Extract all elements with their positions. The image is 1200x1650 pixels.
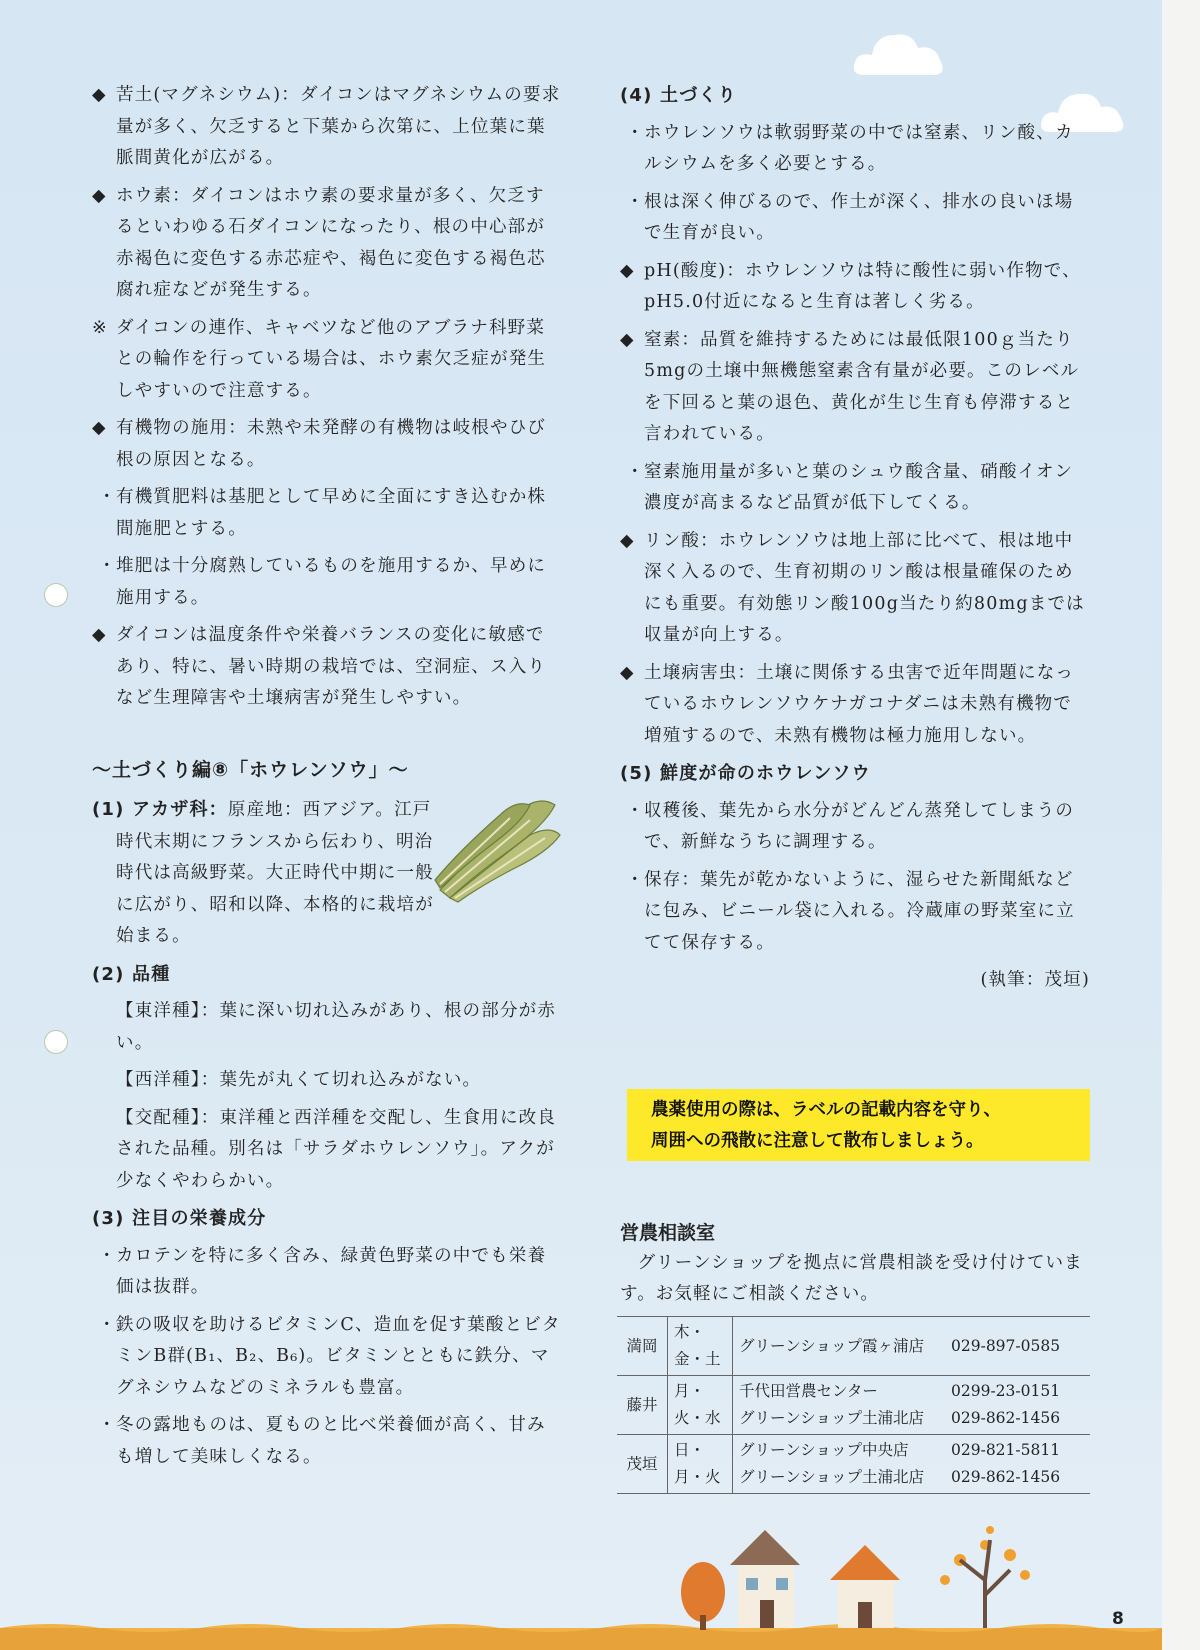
daikon-note-item bbox=[92, 80, 562, 175]
variety-item: 【西洋種】：葉先が丸くて切れ込みがない。 bbox=[116, 1070, 482, 1090]
notice-line-1: 農薬使用の際は、ラベルの記載内容を守り、 bbox=[651, 1100, 1001, 1120]
consult-tels bbox=[945, 1317, 1090, 1376]
nutrient-text: 鉄の吸収を助けるビタミンC、造血を促す葉酸とビタミンB群(B₁、B₂、B₆)。ビタミンとともに鉄分、マグネシウムなどのミネラルも豊富。 bbox=[116, 1314, 561, 1398]
left-column bbox=[92, 80, 562, 1479]
freshness-text: 保存：葉先が乾かないように、湿らせた新聞紙などに包み、ビニール袋に入れる。冷蔵庫の野菜室に立てて保存する。 bbox=[644, 869, 1075, 953]
staff-name: 茂垣 bbox=[617, 1435, 668, 1494]
soil-text: ホウレンソウは軟弱野菜の中では窒素、リン酸、カルシウムを多く必要とする。 bbox=[644, 122, 1074, 174]
shop-name: グリーンショップ中央店 bbox=[739, 1441, 909, 1459]
bullet-mark: ・ bbox=[98, 1415, 117, 1435]
daikon-note-item bbox=[92, 413, 562, 476]
scan-edge bbox=[1162, 0, 1200, 1650]
nutrient-item bbox=[92, 1241, 562, 1304]
binder-hole bbox=[44, 583, 68, 607]
nutrient-text: 冬の露地ものは、夏ものと比べ栄養価が高く、甘みも増して美味しくなる。 bbox=[116, 1415, 546, 1467]
daikon-note-text: 有機物の施用：未熟や未発酵の有機物は岐根やひび根の原因となる。 bbox=[116, 418, 547, 470]
consult-shops bbox=[733, 1376, 946, 1435]
phone-number: 029-862-1456 bbox=[951, 1409, 1061, 1427]
phone-number: 0299-23-0151 bbox=[951, 1382, 1061, 1400]
section-4-heading: (4) 土づくり bbox=[620, 85, 737, 106]
soil-item bbox=[620, 457, 1090, 520]
soil-item bbox=[620, 118, 1090, 181]
daikon-note-item bbox=[92, 620, 562, 715]
bullet-mark: ◆ bbox=[620, 329, 635, 350]
right-column bbox=[620, 80, 1090, 997]
consult-row bbox=[617, 1376, 1090, 1435]
bullet-mark: ※ bbox=[92, 317, 108, 338]
bullet-mark: ・ bbox=[98, 1314, 117, 1335]
daikon-note-item bbox=[92, 313, 562, 408]
daikon-note-text: ダイコンの連作、キャベツなど他のアブラナ科野菜との輪作を行っている場合は、ホウ素欠乏症が発生しやすいので注意する。 bbox=[116, 317, 547, 401]
cloud-icon bbox=[850, 20, 950, 80]
bullet-mark: ・ bbox=[98, 487, 117, 507]
consult-row bbox=[617, 1317, 1090, 1376]
consult-shops bbox=[733, 1435, 946, 1494]
bullet-mark: ・ bbox=[626, 800, 645, 821]
bullet-mark: ・ bbox=[626, 869, 645, 890]
shop-name: グリーンショップ霞ヶ浦店 bbox=[739, 1336, 924, 1355]
soil-item bbox=[620, 325, 1090, 451]
daikon-note-text: 苦土(マグネシウム)：ダイコンはマグネシウムの要求量が多く、欠乏すると下葉から次第に、上位葉に葉脈間黄化が広がる。 bbox=[116, 85, 561, 168]
variety-item: 【交配種】：東洋種と西洋種を交配し、生食用に改良された品種。別名は「サラダホウレンソウ」。アクが少なくやわらかい。 bbox=[116, 1107, 557, 1191]
soil-item bbox=[620, 187, 1090, 250]
nutrient-item bbox=[92, 1410, 562, 1473]
bullet-mark: ◆ bbox=[620, 260, 635, 281]
daikon-note-item bbox=[92, 551, 562, 614]
consult-shops bbox=[733, 1317, 946, 1376]
page-number: 8 bbox=[1112, 1609, 1124, 1629]
bullet-mark: ・ bbox=[98, 556, 117, 576]
consult-text: グリーンショップを拠点に営農相談を受け付けています。お気軽にご相談ください。 bbox=[620, 1253, 1083, 1304]
phone-number: 029-821-5811 bbox=[951, 1441, 1061, 1459]
bullet-mark: ◆ bbox=[620, 530, 635, 551]
consult-tels bbox=[945, 1435, 1090, 1494]
section-1-heading: (1) アカザ科： bbox=[92, 799, 228, 820]
freshness-text: 収穫後、葉先から水分がどんどん蒸発してしまうので、新鮮なうちに調理する。 bbox=[644, 800, 1075, 852]
shop-name: 千代田営農センター bbox=[739, 1382, 878, 1400]
staff-name: 藤井 bbox=[617, 1376, 668, 1435]
author: (執筆：茂垣) bbox=[980, 970, 1090, 990]
daikon-note-text: 有機質肥料は基肥として早めに全面にすき込むか株間施肥とする。 bbox=[116, 487, 547, 539]
soil-preparation-list bbox=[620, 118, 1090, 753]
bullet-mark: ◆ bbox=[620, 662, 635, 683]
phone-number: 029-897-0585 bbox=[951, 1336, 1061, 1355]
soil-item bbox=[620, 526, 1090, 652]
staff-name: 満岡 bbox=[617, 1317, 668, 1376]
bullet-mark: ◆ bbox=[92, 85, 107, 105]
consult-days: 日・月・火 bbox=[668, 1435, 733, 1494]
soil-text: pH(酸度)：ホウレンソウは特に酸性に弱い作物で、pH5.0付近になると生育は著しく劣る。 bbox=[644, 260, 1081, 312]
autumn-village-illustration bbox=[0, 1520, 1162, 1650]
bullet-mark: ・ bbox=[626, 122, 645, 143]
daikon-note-item bbox=[92, 181, 562, 307]
nutrients-list bbox=[92, 1241, 562, 1474]
consult-tels bbox=[945, 1376, 1090, 1435]
shop-name: グリーンショップ土浦北店 bbox=[739, 1409, 924, 1427]
spinach-image bbox=[430, 790, 565, 905]
varieties-list bbox=[92, 996, 562, 1197]
bullet-mark: ・ bbox=[626, 461, 645, 482]
daikon-note-text: ホウ素：ダイコンはホウ素の要求量が多く、欠乏するといわゆる石ダイコンになったり、根の中心部が赤褐色に変色する赤芯症や、褐色に変色する褐色芯腐れ症などが発生する。 bbox=[116, 185, 546, 300]
bullet-mark: ◆ bbox=[92, 625, 107, 645]
bullet-mark: ・ bbox=[98, 1245, 117, 1266]
consult-table bbox=[617, 1316, 1090, 1494]
variety-item: 【東洋種】：葉に深い切れ込みがあり、根の部分が赤い。 bbox=[116, 1001, 557, 1053]
freshness-item bbox=[620, 865, 1090, 960]
soil-item bbox=[620, 256, 1090, 319]
soil-text: リン酸：ホウレンソウは地上部に比べて、根は地中深く入るので、生育初期のリン酸は根量確保のためにも重要。有効態リン酸100g当たり約80mgまでは収量が向上する。 bbox=[644, 530, 1085, 645]
soil-item bbox=[620, 658, 1090, 753]
binder-hole bbox=[44, 1030, 68, 1054]
consult-title: 営農相談室 bbox=[620, 1222, 716, 1244]
section-2-heading: (2) 品種 bbox=[92, 963, 171, 985]
daikon-note-text: ダイコンは温度条件や栄養バランスの変化に敏感であり、特に、暑い時期の栽培では、空洞症、ス入りなど生理障害や土壌病害が発生しやすい。 bbox=[116, 625, 547, 708]
notice-line-2: 周囲への飛散に注意して散布しましょう。 bbox=[651, 1131, 984, 1151]
section-title: ～土づくり編⑧「ホウレンソウ」～ bbox=[92, 758, 409, 781]
freshness-list bbox=[620, 796, 1090, 960]
soil-text: 根は深く伸びるので、作土が深く、排水の良いほ場で生育が良い。 bbox=[644, 191, 1074, 243]
consult-days: 月・火・水 bbox=[668, 1376, 733, 1435]
shop-name: グリーンショップ土浦北店 bbox=[739, 1468, 924, 1486]
daikon-note-item bbox=[92, 482, 562, 545]
consult-row bbox=[617, 1435, 1090, 1494]
soil-text: 窒素施用量が多いと葉のシュウ酸含量、硝酸イオン濃度が高まるなど品質が低下してくる。 bbox=[644, 461, 1074, 513]
consult-days: 木・金・土 bbox=[668, 1317, 733, 1376]
freshness-item bbox=[620, 796, 1090, 859]
daikon-note-text: 堆肥は十分腐熟しているものを施用するか、早めに施用する。 bbox=[116, 556, 547, 608]
bullet-mark: ・ bbox=[626, 191, 645, 212]
section-5-heading: (5) 鮮度が命のホウレンソウ bbox=[620, 763, 871, 784]
phone-number: 029-862-1456 bbox=[951, 1468, 1061, 1486]
left-paragraphs bbox=[92, 80, 562, 715]
section-3-heading: (3) 注目の栄養成分 bbox=[92, 1208, 267, 1229]
soil-text: 土壌病害虫：土壌に関係する虫害で近年問題になっているホウレンソウケナガコナダニは未熟有機物で増殖するので、未熟有機物は極力施用しない。 bbox=[644, 662, 1075, 746]
bullet-mark: ◆ bbox=[92, 418, 107, 438]
section-1-text: 原産地：西アジア。江戸時代末期にフランスから伝わり、明治時代は高級野菜。大正時代中期に一般に広がり、昭和以降、本格的に栽培が始まる。 bbox=[116, 800, 434, 946]
soil-text: 窒素：品質を維持するためには最低限100ｇ当たり5mgの土壌中無機態窒素含有量が必要。このレベルを下回ると葉の退色、黄化が生じ生育も停滞すると言われている。 bbox=[644, 329, 1080, 444]
section-1 bbox=[92, 794, 446, 953]
nutrient-item bbox=[92, 1310, 562, 1405]
bullet-mark: ◆ bbox=[92, 185, 107, 206]
nutrient-text: カロテンを特に多く含み、緑黄色野菜の中でも栄養価は抜群。 bbox=[116, 1245, 547, 1297]
pesticide-notice bbox=[627, 1089, 1090, 1161]
